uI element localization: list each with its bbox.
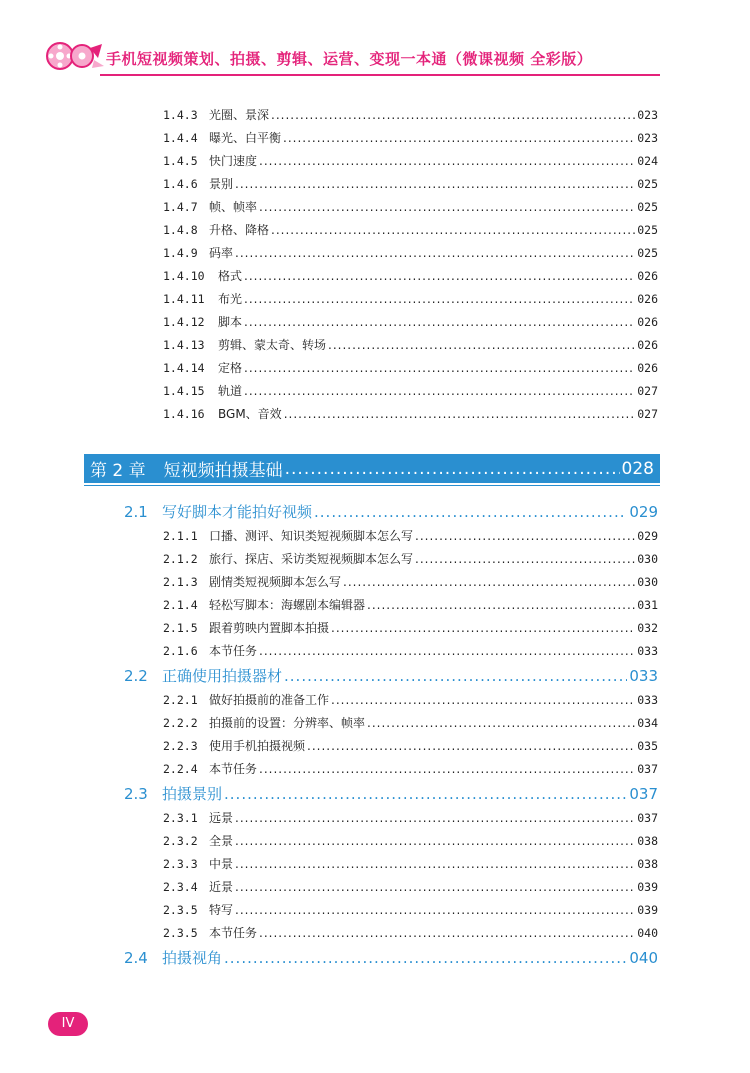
toc-entry-title: 剪辑、蒙太奇、转场 [218, 338, 327, 352]
toc-entry-page: 033 [629, 667, 658, 685]
film-reel-logo-icon [44, 36, 106, 76]
toc-entry-row[interactable] [163, 642, 658, 662]
toc-entry-page: 038 [637, 857, 658, 871]
toc-entry-row[interactable] [163, 596, 658, 616]
leader-dots [284, 407, 636, 421]
toc-entry-title: 写好脚本才能拍好视频 [162, 503, 313, 521]
leader-dots [259, 762, 635, 776]
toc-section-row[interactable] [124, 665, 658, 687]
leader-dots [244, 292, 635, 306]
toc-entry-title: 口播、测评、知识类短视频脚本怎么写 [209, 529, 414, 543]
toc-entry-page: 032 [637, 621, 658, 635]
toc-entry-number: 1.4.14 [163, 361, 205, 375]
toc-entry-row[interactable] [163, 550, 658, 570]
toc-entry-page: 024 [637, 154, 658, 168]
page-header [0, 0, 750, 80]
toc-entry-row[interactable] [163, 244, 658, 264]
toc-entry-number: 1.4.15 [163, 384, 205, 398]
leader-dots [235, 177, 635, 191]
leader-dots [235, 880, 635, 894]
toc-entry-row[interactable] [163, 760, 658, 780]
toc-entry-title: 脚本 [218, 315, 243, 329]
toc-entry-number: 1.4.5 [163, 154, 198, 168]
leader-dots [331, 693, 635, 707]
leader-dots [235, 857, 635, 871]
leader-dots [259, 200, 635, 214]
toc-entry-row[interactable] [163, 405, 658, 425]
leader-dots [235, 811, 635, 825]
toc-entry-title: 格式 [218, 269, 243, 283]
toc-entry-page: 026 [637, 269, 658, 283]
toc-entry-title: 曝光、白平衡 [209, 131, 282, 145]
toc-entry-number: 2.3.1 [163, 811, 198, 825]
toc-entry-row[interactable] [163, 737, 658, 757]
chapter-page: 028 [621, 458, 654, 479]
toc-entry-title: 远景 [209, 811, 234, 825]
chapter-heading[interactable] [84, 454, 660, 483]
toc-entry-row[interactable] [163, 106, 658, 126]
toc-entry-number: 2.2.2 [163, 716, 198, 730]
leader-dots [259, 154, 635, 168]
toc-entry-title: 旅行、探店、采访类短视频脚本怎么写 [209, 552, 414, 566]
toc-entry-number: 2.3.4 [163, 880, 198, 894]
toc-entry-page: 030 [637, 552, 658, 566]
toc-entry-page: 038 [637, 834, 658, 848]
toc-entry-page: 040 [637, 926, 658, 940]
toc-entry-title: 拍摄视角 [162, 949, 223, 967]
leader-dots [259, 926, 635, 940]
toc-entry-page: 025 [637, 177, 658, 191]
toc-entry-number: 1.4.8 [163, 223, 198, 237]
leader-dots [235, 246, 635, 260]
leader-dots [244, 269, 635, 283]
toc-entry-page: 040 [629, 949, 658, 967]
toc-entry-title: 使用手机拍摄视频 [209, 739, 306, 753]
toc-entry-number: 1.4.6 [163, 177, 198, 191]
toc-entry-title: 定格 [218, 361, 243, 375]
toc-entry-row[interactable] [163, 855, 658, 875]
toc-entry-number: 1.4.4 [163, 131, 198, 145]
chapter-title: 短视频拍摄基础 [163, 461, 283, 481]
toc-entry-row[interactable] [163, 382, 658, 402]
toc-section-row[interactable] [124, 947, 658, 969]
toc-entry-number: 2.3.2 [163, 834, 198, 848]
toc-entry-row[interactable] [163, 267, 658, 287]
page-number-badge: IV [48, 1012, 88, 1036]
toc-entry-title: 拍摄前的设置：分辨率、帧率 [209, 716, 366, 730]
toc-entry-row[interactable] [163, 809, 658, 829]
toc-entry-row[interactable] [163, 336, 658, 356]
toc-entry-title: 轻松写脚本：海螺剧本编辑器 [209, 598, 366, 612]
toc-entry-page: 030 [637, 575, 658, 589]
toc-entry-page: 033 [637, 644, 658, 658]
toc-entry-number: 1.4.9 [163, 246, 198, 260]
toc-entry-title: 剧情类短视频脚本怎么写 [209, 575, 342, 589]
leader-dots [271, 223, 635, 237]
toc-entry-page: 026 [637, 315, 658, 329]
leader-dots [285, 459, 620, 479]
toc-entry-page: 026 [637, 361, 658, 375]
toc-entry-row[interactable] [163, 313, 658, 333]
toc-entry-page: 025 [637, 246, 658, 260]
toc-entry-page: 029 [637, 529, 658, 543]
toc-entry-row[interactable] [163, 573, 658, 593]
toc-entry-page: 027 [637, 407, 658, 421]
toc-entry-number: 1.4.3 [163, 108, 198, 122]
chapter-underline [84, 485, 660, 486]
toc-entry-number: 2.2.4 [163, 762, 198, 776]
toc-entry-row[interactable] [163, 290, 658, 310]
toc-entry-page: 037 [637, 762, 658, 776]
leader-dots [283, 131, 635, 145]
chapter-label: 第 2 章 [90, 461, 146, 481]
toc-entry-row[interactable] [163, 152, 658, 172]
toc-entry-title: 跟着剪映内置脚本拍摄 [209, 621, 330, 635]
toc-entry-number: 2.3.5 [163, 903, 198, 917]
leader-dots [367, 716, 635, 730]
toc-entry-page: 026 [637, 292, 658, 306]
toc-entry-title: 本节任务 [209, 926, 258, 940]
toc-entry-row[interactable] [163, 129, 658, 149]
toc-entry-title: 升格、降格 [209, 223, 270, 237]
toc-entry-row[interactable] [163, 175, 658, 195]
toc-entry-title: 轨道 [218, 384, 243, 398]
toc-entry-title: 全景 [209, 834, 234, 848]
toc-entry-row[interactable] [163, 878, 658, 898]
toc-entry-page: 025 [637, 200, 658, 214]
toc-entry-number: 2.4 [124, 949, 148, 967]
toc-entry-number: 2.1.1 [163, 529, 198, 543]
leader-dots [415, 529, 635, 543]
toc-entry-title: 码率 [209, 246, 234, 260]
leader-dots [307, 739, 635, 753]
toc-entry-row[interactable] [163, 619, 658, 639]
book-title: 手机短视频策划、拍摄、剪辑、运营、变现一本通（微课视频 全彩版） [106, 50, 593, 68]
toc-entry-page: 034 [637, 716, 658, 730]
toc-entry-number: 1.4.11 [163, 292, 205, 306]
toc-entry-number: 1.4.13 [163, 338, 205, 352]
leader-dots [224, 949, 627, 967]
toc-entry-number: 1.4.7 [163, 200, 198, 214]
toc-entry-number: 1.4.16 [163, 407, 205, 421]
toc-entry-page: 023 [637, 131, 658, 145]
toc-entry-page: 023 [637, 108, 658, 122]
toc-entry-number: 2.1.2 [163, 552, 198, 566]
toc-entry-page: 039 [637, 880, 658, 894]
toc-section-row[interactable] [124, 501, 658, 523]
leader-dots [328, 338, 635, 352]
toc-entry-title: BGM、音效 [218, 407, 282, 421]
toc-entry-title: 本节任务 [209, 644, 258, 658]
toc-entry-number: 2.3 [124, 785, 148, 803]
toc-entry-title: 做好拍摄前的准备工作 [209, 693, 330, 707]
header-divider [100, 74, 660, 76]
toc-entry-number: 2.1.4 [163, 598, 198, 612]
toc-entry-page: 037 [637, 811, 658, 825]
toc-entry-title: 中景 [209, 857, 234, 871]
leader-dots [271, 108, 635, 122]
toc-entry-number: 2.1.5 [163, 621, 198, 635]
toc-entry-page: 033 [637, 693, 658, 707]
toc-entry-page: 027 [637, 384, 658, 398]
toc-entry-row[interactable] [163, 221, 658, 241]
leader-dots [244, 361, 635, 375]
toc-section-row[interactable] [124, 783, 658, 805]
leader-dots [415, 552, 635, 566]
toc-entry-number: 2.3.3 [163, 857, 198, 871]
toc-entry-page: 039 [637, 903, 658, 917]
leader-dots [224, 785, 627, 803]
leader-dots [244, 315, 635, 329]
leader-dots [284, 667, 627, 685]
toc-entry-number: 2.2 [124, 667, 148, 685]
toc-entry-number: 1.4.10 [163, 269, 205, 283]
toc-entry-title: 布光 [218, 292, 243, 306]
toc-entry-title: 特写 [209, 903, 234, 917]
leader-dots [259, 644, 635, 658]
leader-dots [235, 834, 635, 848]
toc-entry-row[interactable] [163, 527, 658, 547]
toc-entry-title: 光圈、景深 [209, 108, 270, 122]
toc-entry-page: 037 [629, 785, 658, 803]
toc-entry-page: 029 [629, 503, 658, 521]
toc-entry-number: 2.1.3 [163, 575, 198, 589]
toc-entry-number: 2.2.3 [163, 739, 198, 753]
toc-entry-number: 1.4.12 [163, 315, 205, 329]
toc-entry-row[interactable] [163, 359, 658, 379]
toc-entry-row[interactable] [163, 924, 658, 944]
leader-dots [343, 575, 635, 589]
toc-entry-page: 026 [637, 338, 658, 352]
toc-entry-page: 035 [637, 739, 658, 753]
toc-entry-number: 2.3.5 [163, 926, 198, 940]
toc-entry-title: 本节任务 [209, 762, 258, 776]
toc-entry-row[interactable] [163, 832, 658, 852]
toc-entry-row[interactable] [163, 691, 658, 711]
toc-entry-title: 快门速度 [209, 154, 258, 168]
toc-entry-title: 正确使用拍摄器材 [162, 667, 283, 685]
toc-entry-title: 帧、帧率 [209, 200, 258, 214]
toc-entry-row[interactable] [163, 198, 658, 218]
leader-dots [331, 621, 635, 635]
toc-entry-row[interactable] [163, 714, 658, 734]
toc-entry-title: 景别 [209, 177, 234, 191]
toc-entry-number: 2.2.1 [163, 693, 198, 707]
toc-entry-row[interactable] [163, 901, 658, 921]
toc-entry-number: 2.1 [124, 503, 148, 521]
toc-entry-page: 031 [637, 598, 658, 612]
toc-entry-number: 2.1.6 [163, 644, 198, 658]
leader-dots [367, 598, 635, 612]
toc-entry-page: 025 [637, 223, 658, 237]
leader-dots [235, 903, 635, 917]
leader-dots [314, 503, 627, 521]
toc-entry-title: 近景 [209, 880, 234, 894]
leader-dots [244, 384, 635, 398]
toc-entry-title: 拍摄景别 [162, 785, 223, 803]
